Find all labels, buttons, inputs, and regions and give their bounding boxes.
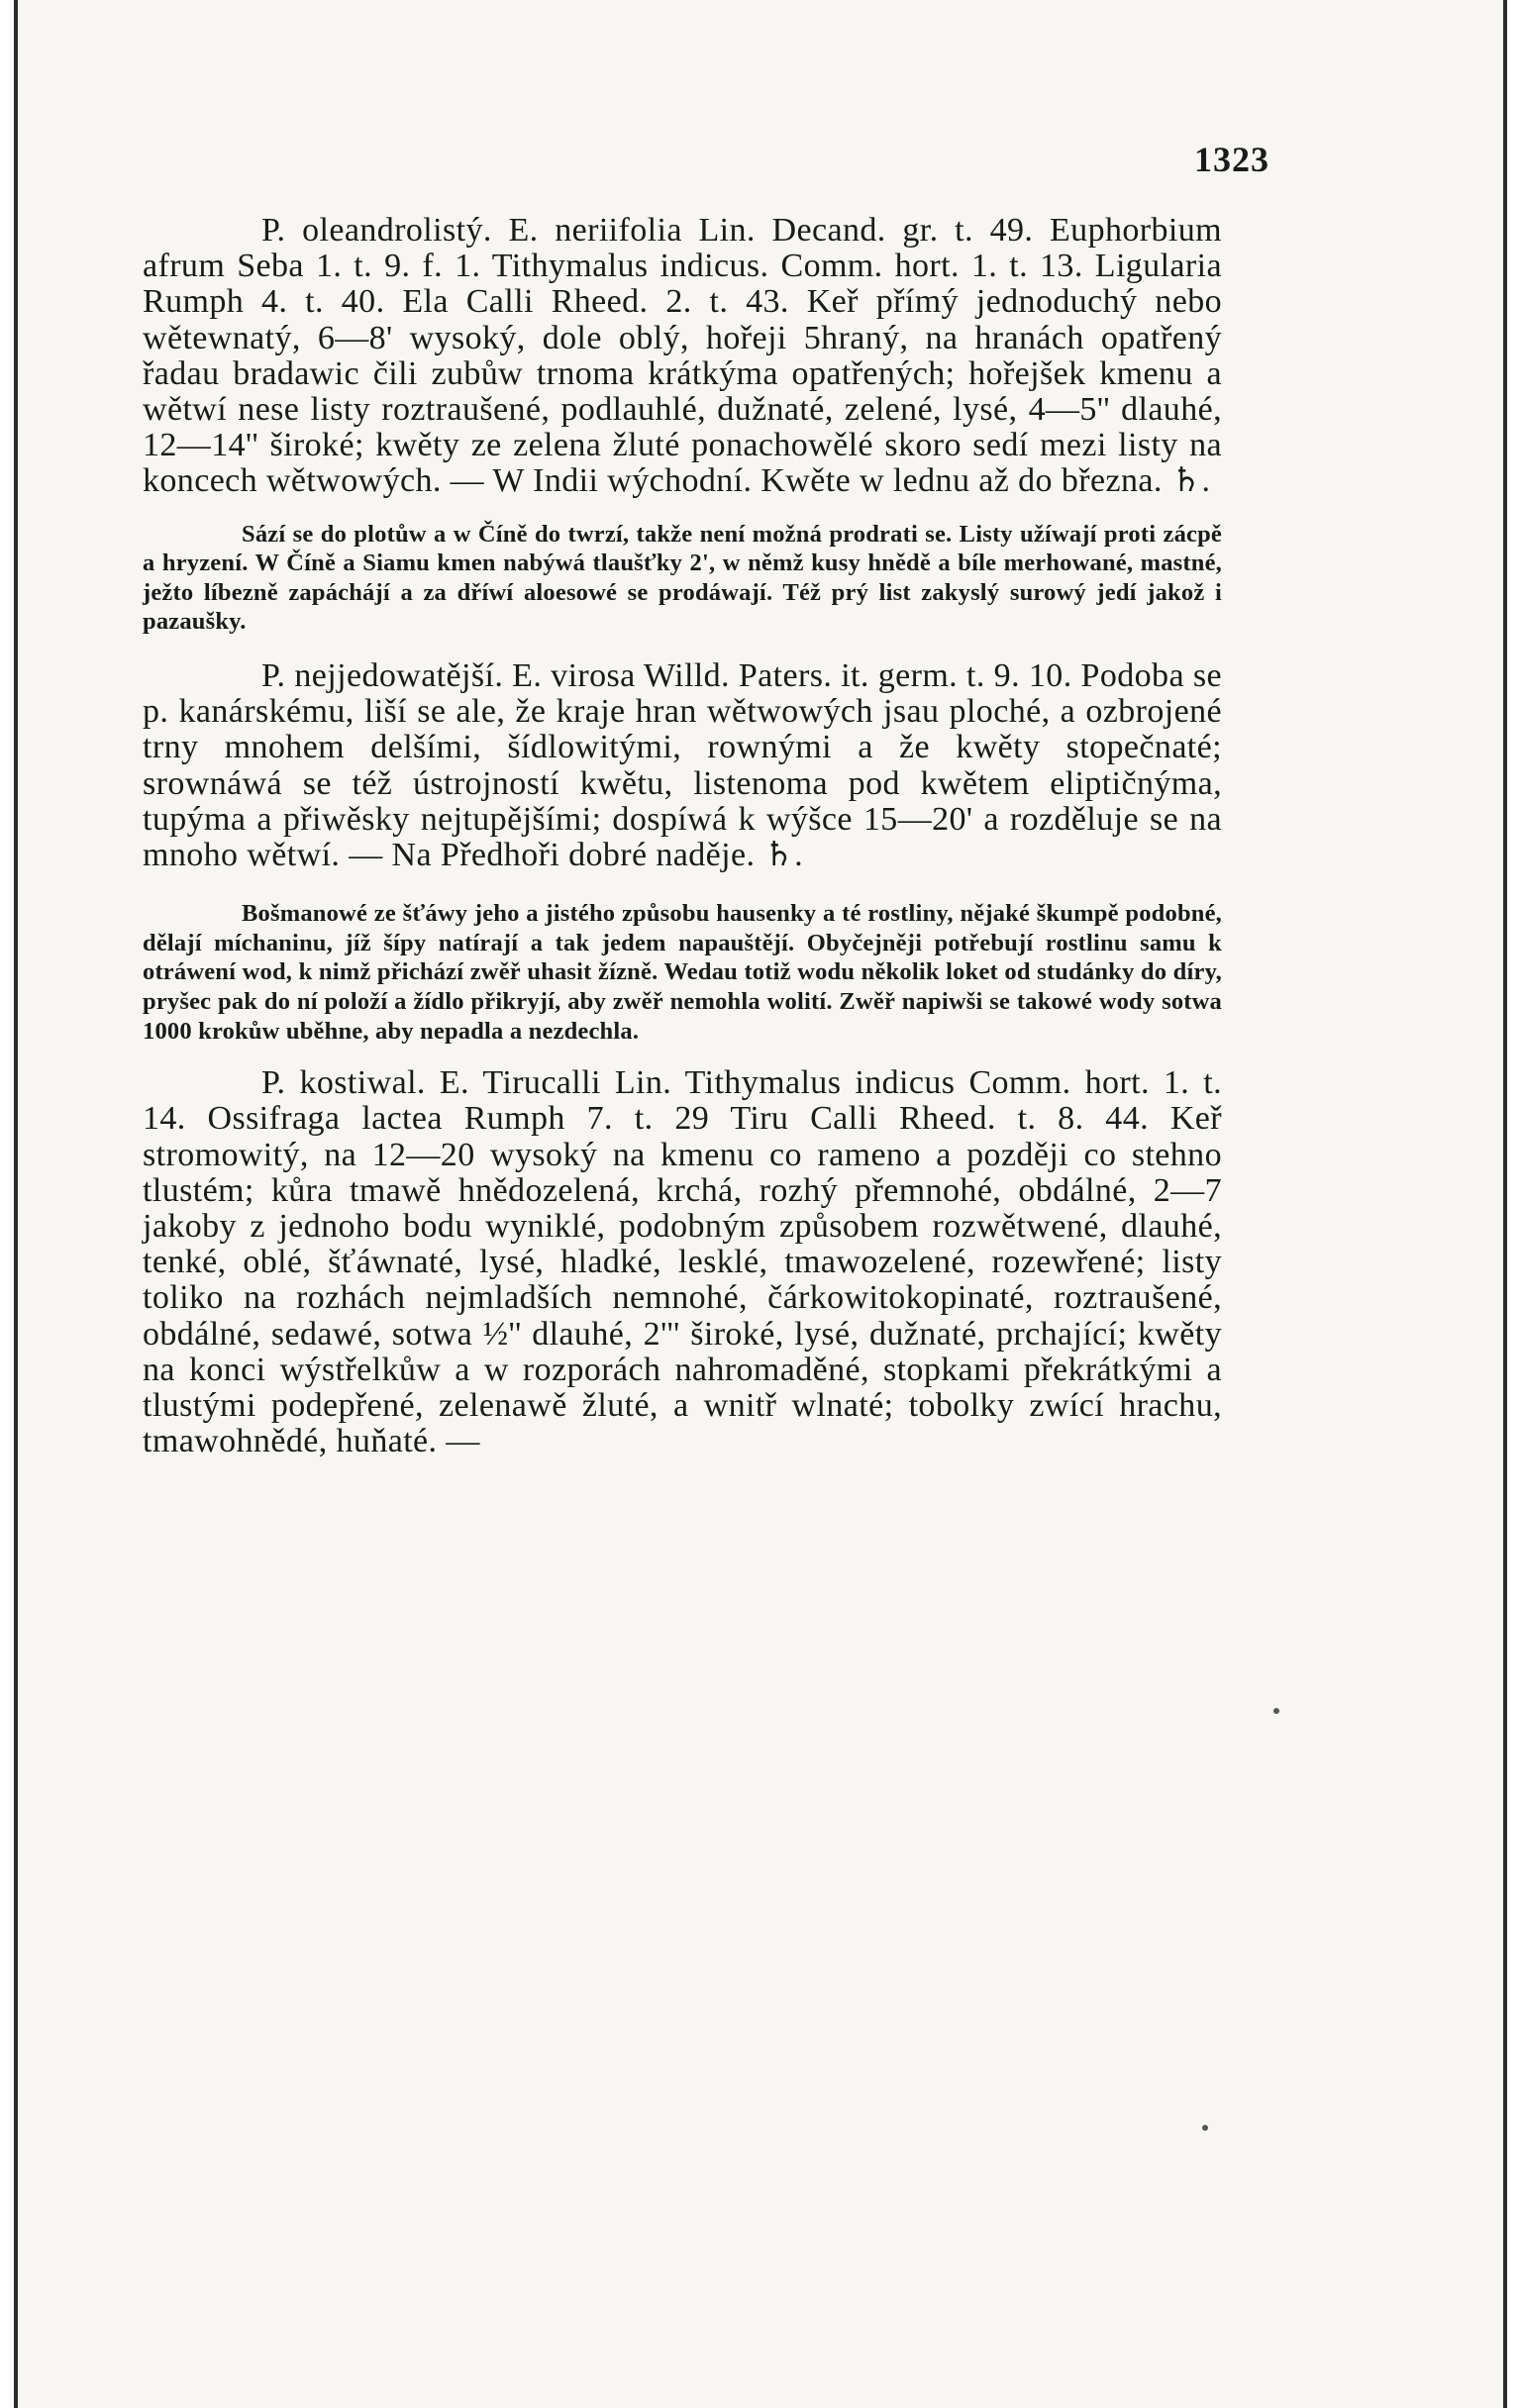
page-frame bbox=[14, 0, 1507, 2408]
entry-kostiwal: P. kostiwal. E. Tirucalli Lin. Tithymalus indicus Comm. hort. 1. t. 14. Ossifraga lactea Rumph 7. t. 29 Tiru Calli Rheed. t. 8. 44. Keř stromowitý, na 12—20 wysoký na kmenu co rameno a později co stehno tlustém; kůra tmawě hnědozelená, krchá, rozhý přemnohé, obdálné, 2—7 jakoby z jednoho bodu wyniklé, podobným způsobem rozwětwené, dlauhé, tenké, oblé, šťáwnaté, lysé, hladké, lesklé, tmawozelené, rozewřené; listy toliko na rozhách nejmladších nemnohé, čárkowitokopinaté, roztraušené, obdálné, sedawé, sotwa ½'' dlauhé, 2''' široké, lysé, dužnaté, prchající; kwěty na konci wýstřelkůw a w rozporách nahromaděné, stopkami překrátkými a tlustými podepřené, zelenawě žluté, a wnitř wlnaté; tobolky zwící hrachu, tmawohnědé, huňaté. — bbox=[143, 1064, 1222, 1460]
entry-oleandrolisty: P. oleandrolistý. E. neriifolia Lin. Decand. gr. t. 49. Euphorbium afrum Seba 1. t. 9. f. 1. Tithymalus indicus. Comm. hort. 1. t. 13. Ligularia Rumph 4. t. 40. Ela Calli Rheed. 2. t. 43. Keř přímý jednoduchý nebo wětewnatý, 6—8' wysoký, dole oblý, hořeji 5hraný, na hranách opatřený řadau bradawic čili zubůw trnoma krátkýma opatřených; hořejšek kmenu a wětwí nese listy roztraušené, podlauhlé, dužnaté, zelené, lysé, 4—5'' dlauhé, 12—14'' široké; kwěty ze zelena žluté ponachowělé skoro sedí mezi listy na koncech wětwowých. — W Indii wýchodní. Kwěte w lednu až do března. ♄. bbox=[143, 212, 1222, 500]
note-oleandrolisty: Sází se do plotůw a w Číně do twrzí, takže není možná prodrati se. Listy užíwají proti zácpě a hryzení. W Číně a Siamu kmen nabýwá tlaušťky 2', w němž kusy hnědě a bíle merhowané, mastné, ježto líbezně zapáchájí a za dříwí aloesowé se prodáwají. Též prý list zakyslý surowý jedí jakož i pazaušky. bbox=[143, 520, 1222, 636]
text-column bbox=[143, 213, 1222, 1459]
margin-mark bbox=[1202, 2125, 1208, 2131]
note-nejjedowatejsi: Bošmanowé ze šťáwy jeho a jistého způsobu hausenky a té rostliny, nějaké škumpě podobné, dělají míchaninu, jíž šípy natírají a tak jedem napauštějí. Obyčejněji potřebují rostlinu samu k otráwení wod, k nimž přichází zwěř uhasit žízně. Wedau totiž wodu několik loket od studánky do díry, pryšec pak do ní položí a žídlo přikryjí, aby zwěř nemohla wolití. Zwěř napiwši se takowé wody sotwa 1000 krokůw uběhne, aby nepadla a nezdechla. bbox=[143, 900, 1222, 1045]
margin-mark bbox=[1273, 1708, 1279, 1714]
page-number: 1323 bbox=[1194, 140, 1269, 179]
entry-nejjedowatejsi: P. nejjedowatější. E. virosa Willd. Paters. it. germ. t. 9. 10. Podoba se p. kanárskému, liší se ale, že kraje hran wětwowých jsau ploché, a ozbrojené trny mnohem delšími, šídlowitými, rownými a že kwěty stopečnaté; srownáwá se též ústrojností kwětu, listenoma pod kwětem eliptičnýma, tupýma a přiwěsky nejtupějšími; dospíwá k wýšce 15—20' a rozděluje se na mnoho wětwí. — Na Předhoři dobré naděje. ♄. bbox=[143, 657, 1222, 874]
